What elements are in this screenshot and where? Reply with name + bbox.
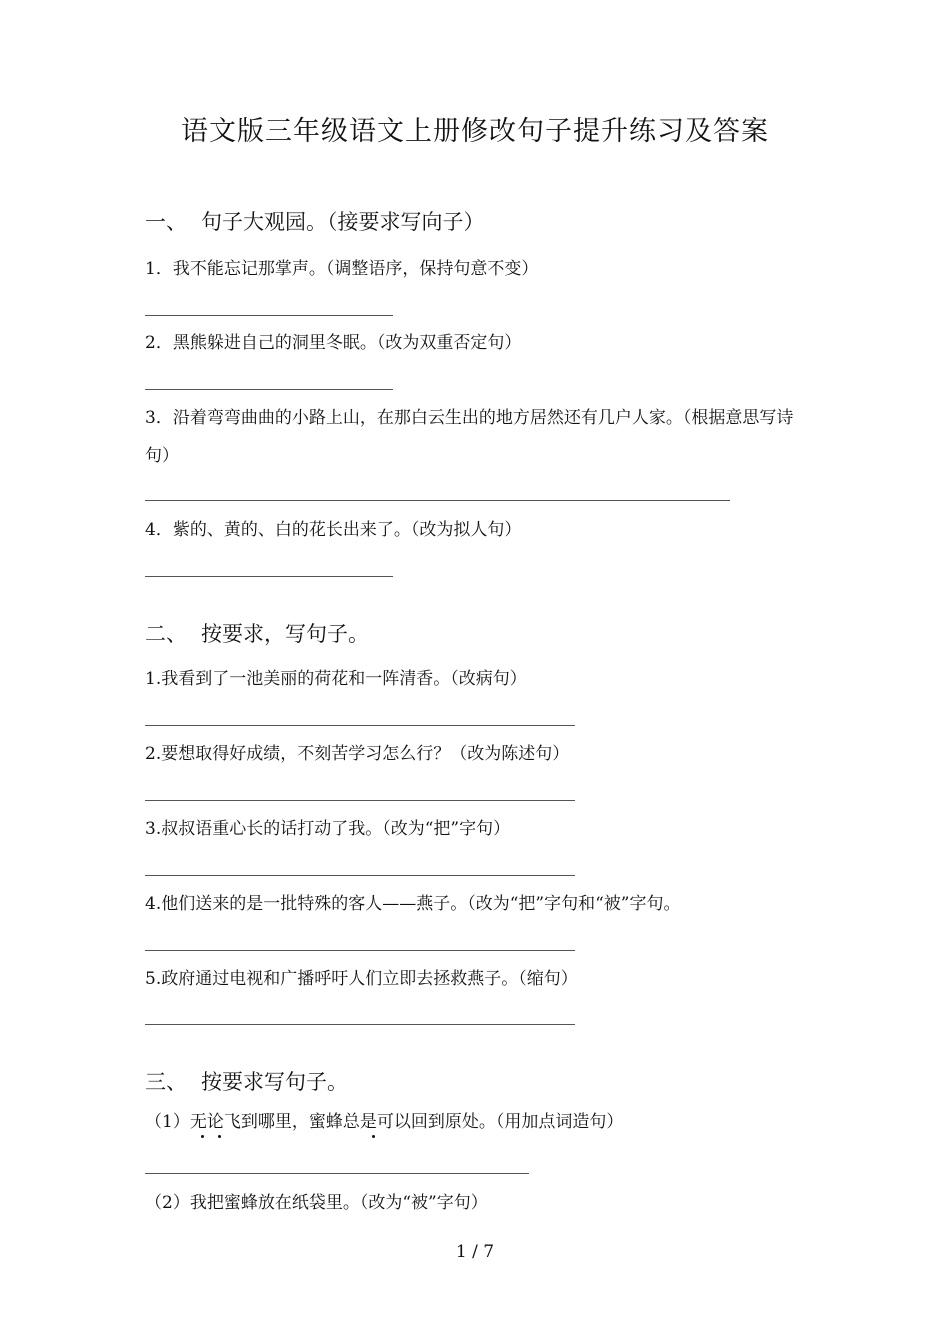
question-2-1: 1.我看到了一池美丽的荷花和一阵清香。（改病句）	[145, 669, 527, 689]
section-3-heading	[145, 1067, 348, 1097]
answer-line-2-2[interactable]	[145, 800, 575, 801]
answer-line-2-5[interactable]	[145, 1024, 575, 1025]
answer-line-1-3[interactable]	[145, 500, 730, 501]
section-1-number: 一、	[145, 210, 187, 234]
section-2-number: 二、	[145, 622, 187, 646]
question-2-4: 4.他们送来的是一批特殊的客人——燕子。（改为“把”字句和“被”字句。	[145, 894, 681, 914]
section-1-title: 句子大观园。（接要求写向子）	[201, 210, 485, 234]
section-1-heading	[145, 207, 485, 237]
question-1-3: 3．沿着弯弯曲曲的小路上山，在那白云生出的地方居然还有几户人家。（根据意思写诗句）	[145, 408, 794, 466]
section-3-title: 按要求写句子。	[201, 1070, 348, 1094]
document-title: 语文版三年级语文上册修改句子提升练习及答案	[181, 116, 769, 147]
page-number: 1 / 7	[455, 1242, 495, 1262]
question-2-3: 3.叔叔语重心长的话打动了我。（改为“把”字句）	[145, 819, 511, 839]
question-1-1: 1．我不能忘记那掌声。（调整语序，保持句意不变）	[145, 259, 539, 279]
answer-line-1-1[interactable]	[145, 315, 393, 316]
answer-line-2-4[interactable]	[145, 950, 575, 951]
emphasis-dot	[372, 1135, 375, 1138]
answer-line-2-3[interactable]	[145, 875, 575, 876]
emphasis-dot	[218, 1135, 221, 1138]
answer-line-1-2[interactable]	[145, 389, 393, 390]
question-1-4: 4．紫的、黄的、白的花长出来了。（改为拟人句）	[145, 520, 522, 540]
answer-line-2-1[interactable]	[145, 725, 575, 726]
section-2-heading	[145, 619, 369, 649]
question-3-2: （2）我把蜜蜂放在纸袋里。（改为“被”字句）	[145, 1193, 488, 1213]
question-2-2: 2.要想取得好成绩，不刻苦学习怎么行？（改为陈述句）	[145, 744, 570, 764]
section-3-number: 三、	[145, 1070, 187, 1094]
answer-line-3-1[interactable]	[145, 1173, 529, 1174]
question-1-2: 2．黑熊躲进自己的洞里冬眠。（改为双重否定句）	[145, 333, 522, 353]
answer-line-1-4[interactable]	[145, 576, 393, 577]
emphasis-dot	[201, 1135, 204, 1138]
question-2-5: 5.政府通过电视和广播呼吁人们立即去拯救燕子。（缩句）	[145, 969, 578, 989]
section-2-title: 按要求，写句子。	[201, 622, 369, 646]
question-3-1: （1）无论飞到哪里，蜜蜂总是可以回到原处。（用加点词造句）	[145, 1112, 624, 1132]
